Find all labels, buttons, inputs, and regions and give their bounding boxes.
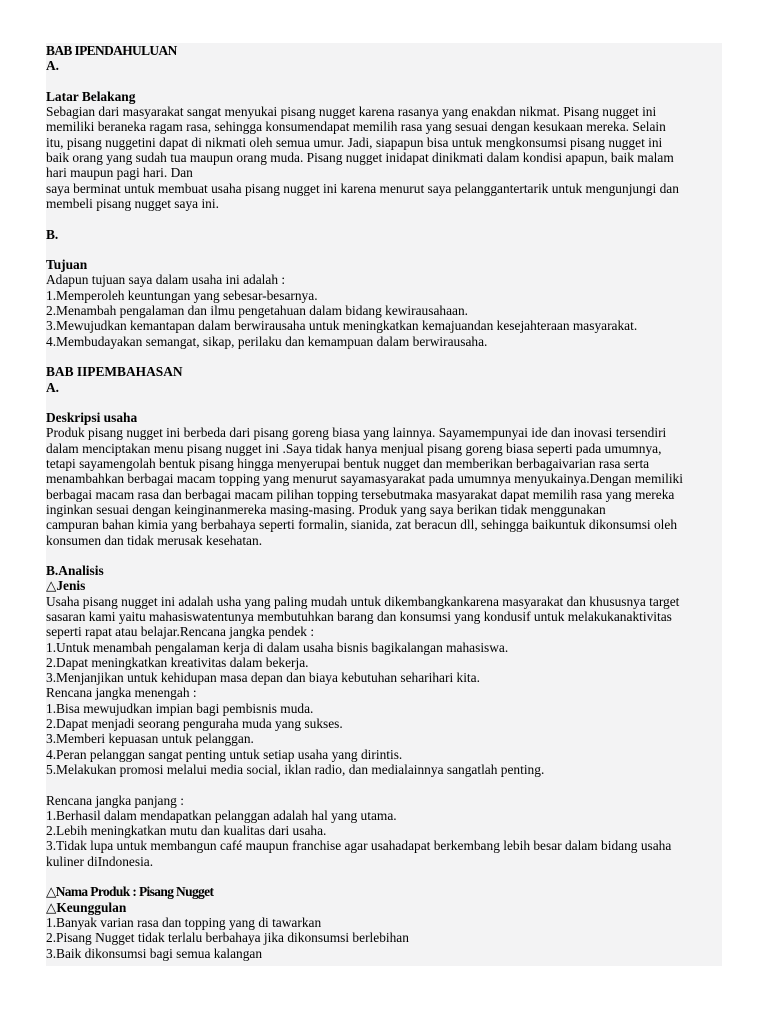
deskripsi-paragraph bbox=[46, 425, 722, 547]
keunggulan-heading bbox=[46, 900, 722, 915]
jenis-heading bbox=[46, 578, 722, 593]
tujuan-heading: Tujuan bbox=[46, 257, 88, 273]
list-item: 3.Menjanjikan untuk kehidupan masa depan dan biaya kebutuhan seharihari kita. bbox=[46, 670, 480, 686]
tujuan-intro: Adapun tujuan saya dalam usaha ini adalah : bbox=[46, 272, 286, 288]
rencana-panjang-list bbox=[46, 808, 722, 869]
paragraph-line: baik orang yang sudah tua maupun orang muda. Pisang nugget inidapat dinikmati dalam kondisi apapun, baik malam bbox=[46, 150, 674, 166]
paragraph-line: sasaran kami yaitu mahasiswatentunya membutuhkan barang dan konsumsi yang kondusif untuk melakukanaktivitas bbox=[46, 608, 672, 624]
latar-belakang-paragraph bbox=[46, 104, 722, 211]
paragraph-line: menambahkan berbagai macam topping yang menurut sayamasyarakat pada umumnya menyukainya.Dengan memiliki bbox=[46, 471, 683, 487]
list-item: 1.Untuk menambah pengalaman kerja di dalam usaha bisnis bagikalangan mahasiswa. bbox=[46, 639, 509, 655]
rencana-pendek-list bbox=[46, 640, 722, 686]
paragraph-line: Produk pisang nugget ini berbeda dari pisang goreng biasa yang lainnya. Sayamempunyai ide dan inovasi tersendiri bbox=[46, 425, 667, 441]
paragraph-line: memiliki beraneka ragam rasa, sehingga konsumendapat memilih rasa yang sesuai dengan kesukaan mereka. Selain bbox=[46, 119, 666, 135]
list-item: 3.Tidak lupa untuk membangun café maupun franchise agar usahadapat berkembang lebih besar dalam bidang usaha bbox=[46, 838, 672, 854]
nama-produk-heading bbox=[46, 884, 722, 899]
paragraph-line: dalam menciptakan menu pisang nugget ini .Saya tidak hanya menjual pisang goreng biasa seperti pada umumnya, bbox=[46, 440, 662, 456]
document-body bbox=[46, 43, 722, 961]
list-item: 5.Melakukan promosi melalui media social, iklan radio, dan medialainnya sangatlah penting. bbox=[46, 761, 545, 777]
list-item: 1.Banyak varian rasa dan topping yang di tawarkan bbox=[46, 914, 322, 930]
keunggulan-label: Keunggulan bbox=[56, 899, 127, 915]
latar-belakang-heading: Latar Belakang bbox=[46, 88, 136, 104]
list-item: 3.Mewujudkan kemantapan dalam berwirausaha untuk meningkatkan kemajuandan kesejahteraan masyarakat. bbox=[46, 318, 638, 334]
triangle-bullet-icon: △ bbox=[46, 899, 57, 915]
paragraph-line: hari maupun pagi hari. Dan bbox=[46, 165, 193, 181]
paragraph-line: saya berminat untuk membuat usaha pisang nugget ini karena menurut saya pelanggantertarik untuk mengunjungi dan bbox=[46, 180, 679, 196]
list-item: 4.Membudayakan semangat, sikap, perilaku dan kemampuan dalam berwirausaha. bbox=[46, 333, 488, 349]
nama-produk-label: Nama Produk : Pisang Nugget bbox=[55, 884, 214, 900]
jenis-paragraph bbox=[46, 594, 722, 640]
list-item: 3.Memberi kepuasan untuk pelanggan. bbox=[46, 731, 254, 747]
list-item: 1.Bisa mewujudkan impian bagi pembisnis muda. bbox=[46, 700, 314, 716]
list-item: 2.Dapat meningkatkan kreativitas dalam bekerja. bbox=[46, 654, 309, 670]
list-item: 2.Pisang Nugget tidak terlalu berbahaya jika dikonsumsi berlebihan bbox=[46, 930, 409, 946]
paragraph-line: Sebagian dari masyarakat sangat menyukai pisang nugget karena rasanya yang enakdan nikmat. Pisang nugget ini bbox=[46, 104, 657, 120]
list-item: 1.Memperoleh keuntungan yang sebesar-besarnya. bbox=[46, 287, 318, 303]
rencana-menengah-list bbox=[46, 701, 722, 777]
section-a-label: A. bbox=[46, 379, 60, 395]
paragraph-line: membeli pisang nugget saya ini. bbox=[46, 195, 219, 211]
list-item: 1.Berhasil dalam mendapatkan pelanggan adalah hal yang utama. bbox=[46, 807, 397, 823]
deskripsi-heading: Deskripsi usaha bbox=[46, 410, 138, 426]
keunggulan-list bbox=[46, 915, 722, 961]
list-item: 3.Baik dikonsumsi bagi semua kalangan bbox=[46, 945, 263, 961]
bab2-title: BAB IIPEMBAHASAN bbox=[46, 364, 183, 380]
bab1-title: BAB IPENDAHULUAN bbox=[46, 43, 177, 58]
rencana-menengah-heading: Rencana jangka menengah : bbox=[46, 685, 197, 701]
list-item: 2.Menambah pengalaman dan ilmu pengetahuan dalam bidang kewirausahaan. bbox=[46, 303, 469, 319]
triangle-bullet-icon: △ bbox=[46, 578, 57, 594]
paragraph-line: konsumen dan tidak merusak kesehatan. bbox=[46, 532, 263, 548]
paragraph-line: inginkan sesuai dengan keinginanmereka masing-masing. Produk yang saya berikan tidak menggunakan bbox=[46, 501, 606, 517]
jenis-label: Jenis bbox=[56, 578, 86, 594]
list-item: 2.Lebih meningkatkan mutu dan kualitas dari usaha. bbox=[46, 823, 327, 839]
paragraph-line: campuran bahan kimia yang berbahaya seperti formalin, sianida, zat beracun dll, sehingga baikuntuk dikonsumsi oleh bbox=[46, 517, 678, 533]
section-a-label: A. bbox=[46, 58, 60, 74]
list-item: 4.Peran pelanggan sangat penting untuk setiap usaha yang dirintis. bbox=[46, 746, 403, 762]
paragraph-line: tetapi sayamengolah bentuk pisang hingga menyerupai bentuk nugget dan memberikan berbagaivarian rasa serta bbox=[46, 456, 650, 472]
rencana-panjang-heading: Rencana jangka panjang : bbox=[46, 792, 184, 808]
list-item: kuliner diIndonesia. bbox=[46, 853, 154, 869]
paragraph-line: Usaha pisang nugget ini adalah usha yang paling mudah untuk dikembangkankarena masyarakat dan khususnya target bbox=[46, 593, 680, 609]
list-item: 2.Dapat menjadi seorang penguraha muda yang sukses. bbox=[46, 716, 343, 732]
triangle-bullet-icon: △ bbox=[46, 884, 56, 900]
section-b-label: B. bbox=[46, 226, 59, 242]
paragraph-line: seperti rapat atau belajar.Rencana jangka pendek : bbox=[46, 624, 315, 640]
analisis-heading: B.Analisis bbox=[46, 563, 104, 579]
paragraph-line: itu, pisang nuggetini dapat di nikmati oleh semua umur. Jadi, siapapun bisa untuk mengkonsumsi pisang nugget ini bbox=[46, 134, 663, 150]
paragraph-line: berbagai macam rasa dan berbagai macam pilihan topping tersebutmaka masyarakat dapat memilih rasa yang mereka bbox=[46, 486, 675, 502]
tujuan-list bbox=[46, 288, 722, 349]
